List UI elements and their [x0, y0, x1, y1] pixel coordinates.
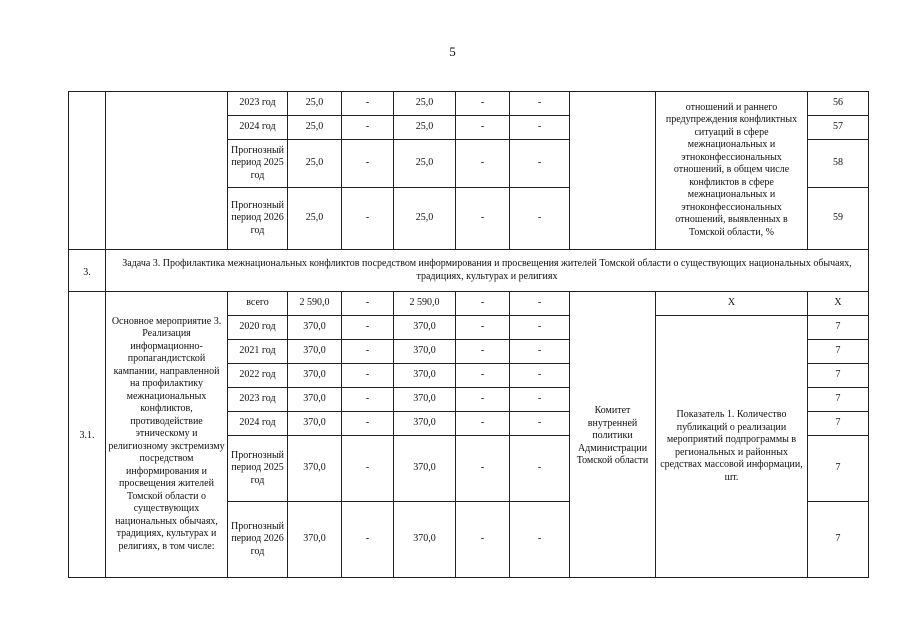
federal-cell: -	[342, 502, 394, 578]
year-cell: 2020 год	[228, 316, 288, 340]
federal-cell: -	[342, 412, 394, 436]
other-cell: -	[510, 140, 570, 188]
executor-cell	[570, 92, 656, 250]
value-cell: 7	[808, 388, 869, 412]
other-cell: -	[510, 92, 570, 116]
total-cell: 25,0	[288, 140, 342, 188]
federal-cell: -	[342, 340, 394, 364]
regional-cell: 25,0	[394, 116, 456, 140]
regional-cell: 25,0	[394, 140, 456, 188]
total-cell: 370,0	[288, 364, 342, 388]
year-cell: 2024 год	[228, 412, 288, 436]
local-cell: -	[456, 436, 510, 502]
year-cell: 2023 год	[228, 388, 288, 412]
local-cell: -	[456, 316, 510, 340]
local-cell: -	[456, 388, 510, 412]
federal-cell: -	[342, 92, 394, 116]
other-cell: -	[510, 412, 570, 436]
local-cell: -	[456, 92, 510, 116]
total-cell: 25,0	[288, 92, 342, 116]
federal-cell: -	[342, 188, 394, 250]
total-cell: 370,0	[288, 502, 342, 578]
regional-cell: 370,0	[394, 502, 456, 578]
total-cell: 370,0	[288, 388, 342, 412]
local-cell: -	[456, 340, 510, 364]
federal-cell: -	[342, 388, 394, 412]
indicator-cell: отношений и раннего предупреждения конфликтных ситуаций в сфере межнациональных и этноконфессиональных отношений, в общем числе конфликтов в сфере межнациональных и этноконфессиональных отношений, выявленных в Томской области, %	[656, 92, 808, 250]
local-cell: -	[456, 502, 510, 578]
year-cell: Прогнозный период 2025 год	[228, 140, 288, 188]
regional-cell: 370,0	[394, 388, 456, 412]
value-cell: 57	[808, 116, 869, 140]
year-cell: 2022 год	[228, 364, 288, 388]
value-cell: 58	[808, 140, 869, 188]
other-cell: -	[510, 340, 570, 364]
table-row	[69, 292, 869, 316]
other-cell: -	[510, 292, 570, 316]
regional-cell: 370,0	[394, 412, 456, 436]
other-cell: -	[510, 316, 570, 340]
total-cell: 2 590,0	[288, 292, 342, 316]
local-cell: -	[456, 412, 510, 436]
federal-cell: -	[342, 364, 394, 388]
value-header: Х	[808, 292, 869, 316]
other-cell: -	[510, 116, 570, 140]
regional-cell: 370,0	[394, 340, 456, 364]
regional-cell: 25,0	[394, 188, 456, 250]
local-cell: -	[456, 116, 510, 140]
row-number-cell	[69, 92, 106, 250]
other-cell: -	[510, 188, 570, 250]
year-cell: Прогнозный период 2025 год	[228, 436, 288, 502]
value-cell: 7	[808, 412, 869, 436]
total-cell: 25,0	[288, 188, 342, 250]
indicator-header: Х	[656, 292, 808, 316]
local-cell: -	[456, 188, 510, 250]
regional-cell: 25,0	[394, 92, 456, 116]
page-number: 5	[449, 44, 456, 59]
local-cell: -	[456, 140, 510, 188]
local-cell: -	[456, 292, 510, 316]
federal-cell: -	[342, 140, 394, 188]
program-table	[68, 91, 869, 578]
value-cell: 56	[808, 92, 869, 116]
total-cell: 370,0	[288, 436, 342, 502]
total-cell: 370,0	[288, 340, 342, 364]
value-cell: 7	[808, 502, 869, 578]
total-cell: 370,0	[288, 412, 342, 436]
task-number: 3.	[69, 250, 106, 292]
executor-cell: Комитет внутренней политики Администрации Томской области	[570, 292, 656, 578]
federal-cell: -	[342, 316, 394, 340]
value-cell: 7	[808, 316, 869, 340]
federal-cell: -	[342, 116, 394, 140]
regional-cell: 2 590,0	[394, 292, 456, 316]
regional-cell: 370,0	[394, 436, 456, 502]
year-cell: 2021 год	[228, 340, 288, 364]
value-cell: 7	[808, 364, 869, 388]
other-cell: -	[510, 436, 570, 502]
value-cell: 7	[808, 436, 869, 502]
other-cell: -	[510, 364, 570, 388]
regional-cell: 370,0	[394, 316, 456, 340]
year-cell: Прогнозный период 2026 год	[228, 502, 288, 578]
other-cell: -	[510, 502, 570, 578]
value-cell: 7	[808, 340, 869, 364]
task-row	[69, 250, 869, 292]
activity-name-cell	[106, 92, 228, 250]
value-cell: 59	[808, 188, 869, 250]
table-row	[69, 92, 869, 116]
other-cell: -	[510, 388, 570, 412]
regional-cell: 370,0	[394, 364, 456, 388]
year-cell: Прогнозный период 2026 год	[228, 188, 288, 250]
total-cell: 25,0	[288, 116, 342, 140]
year-cell: всего	[228, 292, 288, 316]
year-cell: 2023 год	[228, 92, 288, 116]
total-cell: 370,0	[288, 316, 342, 340]
task-title: Задача 3. Профилактика межнациональных конфликтов посредством информирования и просвещения жителей Томской области о существующих национальных обычаях, традициях, культурах и религиях	[106, 250, 869, 292]
year-cell: 2024 год	[228, 116, 288, 140]
indicator-cell: Показатель 1. Количество публикаций о реализации мероприятий подпрограммы в региональных и районных средствах массовой информации, шт.	[656, 316, 808, 578]
local-cell: -	[456, 364, 510, 388]
activity-number: 3.1.	[69, 292, 106, 578]
federal-cell: -	[342, 436, 394, 502]
federal-cell: -	[342, 292, 394, 316]
activity-name: Основное мероприятие 3. Реализация информационно-пропагандистской кампании, направленной на профилактику межнациональных конфликтов, противодействие этническому и религиозному экстремизму посредством информирования и просвещения жителей Томской области о существующих национальных обычаях, традициях, культурах и религиях, в том числе:	[106, 292, 228, 578]
